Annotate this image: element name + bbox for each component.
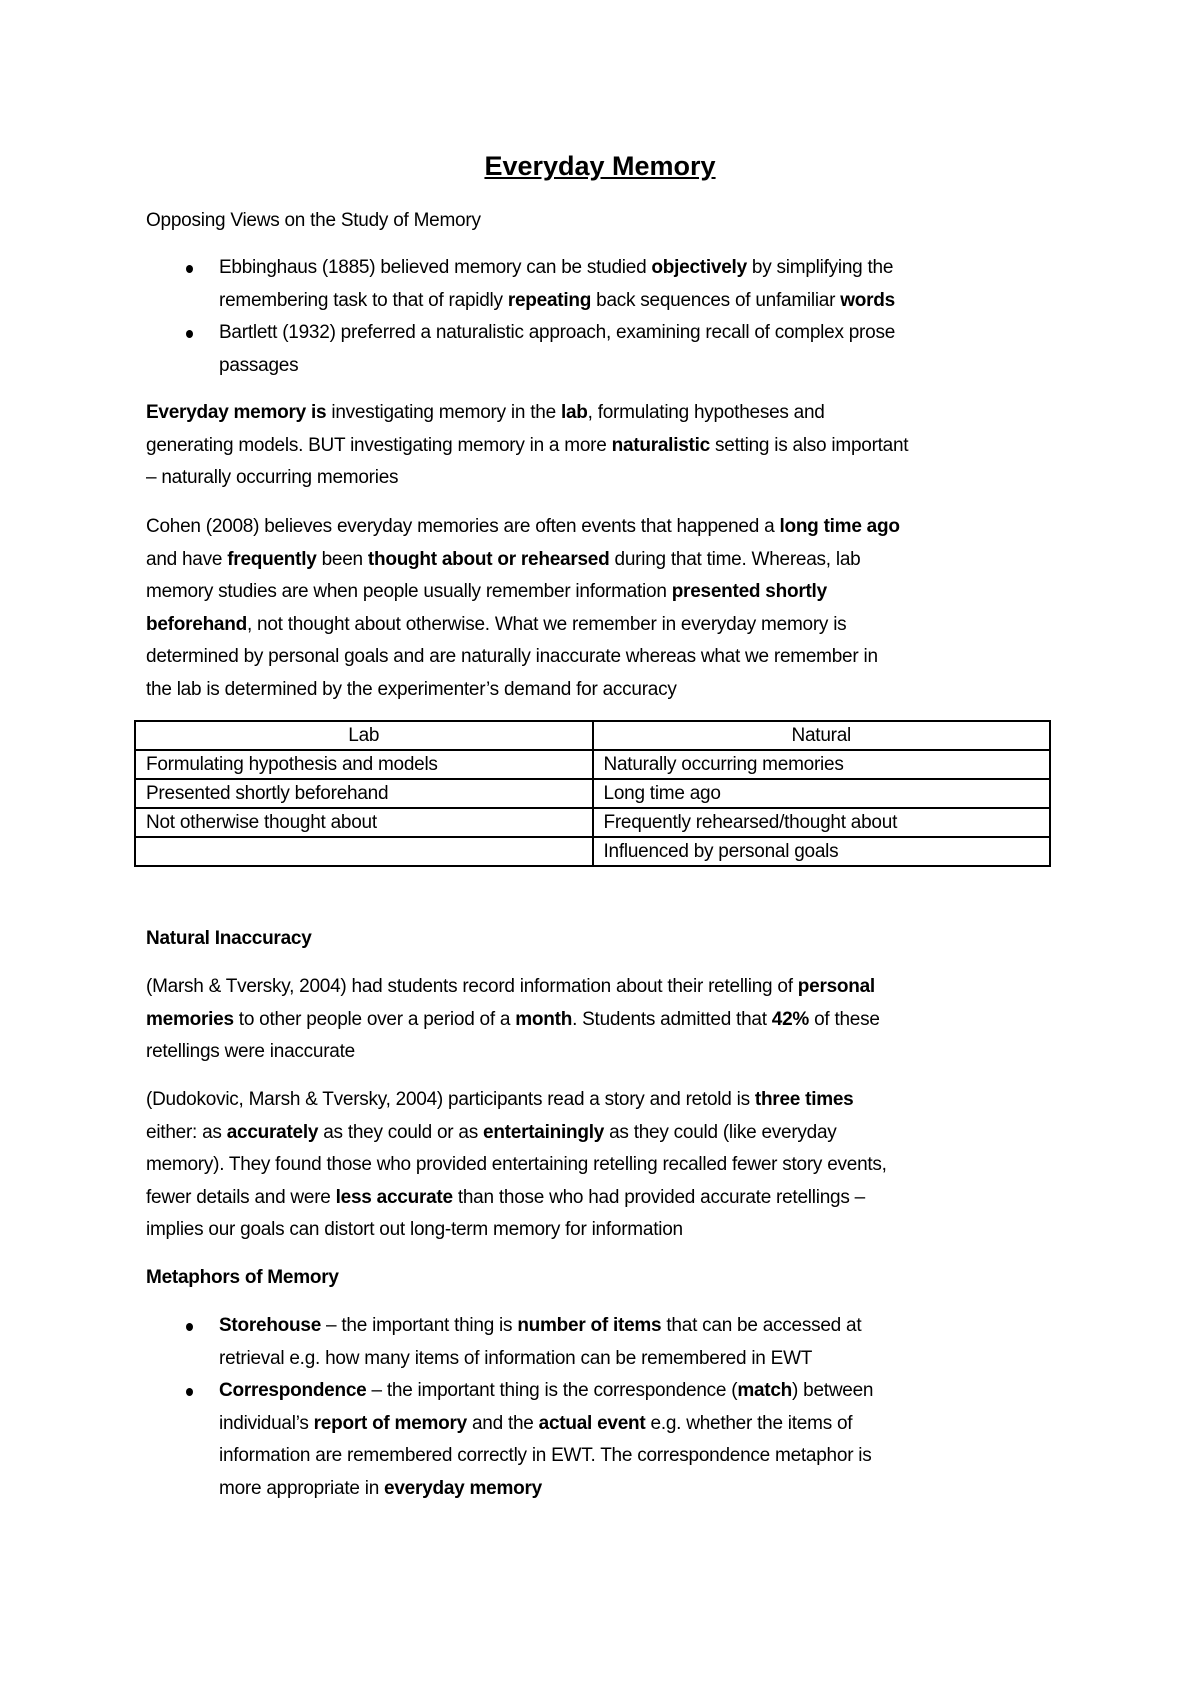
- bold-text: Everyday memory is: [146, 402, 327, 423]
- table-cell: Frequently rehearsed/thought about: [593, 808, 1051, 837]
- table-cell: Influenced by personal goals: [593, 837, 1051, 866]
- bold-text: frequently: [227, 548, 317, 570]
- section-heading-opposing-views: Opposing Views on the Study of Memory: [146, 210, 481, 231]
- text: during that time. Whereas, lab memory studies are when people usually remember information: [146, 548, 861, 603]
- rich-text: [219, 257, 895, 311]
- column-header: Natural: [593, 721, 1051, 750]
- bold-text: accurately: [226, 1121, 319, 1143]
- section-heading-metaphors: Metaphors of Memory: [146, 1267, 339, 1288]
- text: (Dudokovic, Marsh & Tversky, 2004) participants read a story and retold is: [146, 1089, 755, 1110]
- text: as they could (like everyday memory). They found those who provided entertaining retelling recalled fewer story events, fewer details and were: [146, 1121, 887, 1208]
- bold-text: personal memories: [146, 976, 875, 1030]
- bold-text: actual event: [538, 1412, 646, 1434]
- text: that can be accessed at retrieval e.g. how many items of information can be remembered in EWT: [219, 1315, 862, 1369]
- bold-text: Correspondence: [219, 1380, 367, 1402]
- bullet-icon: [186, 1388, 193, 1396]
- text: – the important thing is: [321, 1315, 518, 1336]
- section-heading-natural-inaccuracy: Natural Inaccuracy: [146, 928, 312, 949]
- paragraph-cohen: [146, 511, 900, 707]
- text: either: as: [146, 1121, 222, 1143]
- paragraph-marsh-tversky: [146, 971, 880, 1069]
- bold-text: everyday memory: [384, 1477, 542, 1499]
- bold-text: Storehouse: [219, 1315, 322, 1336]
- text: and the: [466, 1412, 539, 1434]
- text: investigating memory in the: [326, 402, 561, 423]
- table-cell: Formulating hypothesis and models: [135, 750, 593, 779]
- table-row: [135, 779, 1050, 808]
- table-cell: Presented shortly beforehand: [135, 779, 593, 808]
- page-title: Everyday Memory: [484, 151, 716, 181]
- paragraph-dudokovic: [146, 1084, 887, 1247]
- list-item: [146, 1310, 873, 1375]
- text: setting is also important – naturally occurring memories: [146, 434, 909, 489]
- text: . Students admitted that: [572, 1008, 772, 1030]
- bold-text: 42%: [771, 1008, 810, 1030]
- text: Cohen (2008) believes everyday memories are often events that happened a: [146, 516, 780, 537]
- text: back sequences of unfamiliar: [591, 289, 841, 311]
- text: and have: [146, 548, 223, 570]
- bold-text: month: [515, 1008, 573, 1030]
- text: e.g. whether the items of information are remembered correctly in EWT. The correspondence metaphor is more appropriate in: [219, 1412, 872, 1499]
- table-header-row: [135, 721, 1050, 750]
- text: to other people over a period of a: [233, 1008, 516, 1030]
- bold-text: match: [737, 1380, 793, 1402]
- bullet-list-opposing-views: [146, 252, 895, 382]
- bold-text: three times: [754, 1089, 854, 1110]
- text: , not thought about otherwise. What we remember in everyday memory is determined by personal goals and are naturally inaccurate whereas what we remember in the lab is determined by the experimenter’s demand for accuracy: [146, 613, 878, 700]
- bold-text: report of memory: [313, 1412, 467, 1434]
- bold-text: less accurate: [335, 1186, 453, 1208]
- list-item: [146, 1375, 873, 1505]
- text: of these retellings were inaccurate: [146, 1008, 880, 1063]
- bold-text: lab: [560, 402, 588, 423]
- table-row: [135, 750, 1050, 779]
- table-cell: Not otherwise thought about: [135, 808, 593, 837]
- text: ) between individual’s: [219, 1380, 874, 1434]
- rich-text: [219, 1315, 861, 1369]
- bold-text: repeating: [507, 289, 592, 311]
- rich-text: [219, 322, 895, 376]
- bullet-icon: [186, 265, 193, 273]
- list-item: [146, 317, 895, 382]
- paragraph-everyday-memory: [146, 397, 908, 495]
- text: Ebbinghaus (1885) believed memory can be studied: [219, 257, 652, 278]
- bold-text: number of items: [517, 1315, 662, 1336]
- text: by simplifying the remembering task to that of rapidly: [219, 257, 894, 311]
- rich-text: [219, 1380, 873, 1499]
- bold-text: words: [840, 289, 895, 311]
- table-cell: [135, 837, 593, 866]
- bullet-icon: [186, 1323, 193, 1331]
- table-row: [135, 808, 1050, 837]
- bold-text: long time ago: [779, 516, 900, 537]
- text: – the important thing is the correspondence (: [366, 1380, 738, 1402]
- text: as they could or as: [318, 1121, 483, 1143]
- text: , formulating hypotheses and generating models. BUT investigating memory in a more: [146, 402, 825, 456]
- list-item: [146, 252, 895, 317]
- table-cell: Naturally occurring memories: [593, 750, 1051, 779]
- text: than those who had provided accurate retellings – implies our goals can distort out long-term memory for information: [146, 1186, 865, 1241]
- text: been: [316, 548, 368, 570]
- lab-vs-natural-table: [134, 720, 1051, 867]
- bullet-icon: [186, 330, 193, 338]
- text: Bartlett (1932) preferred a naturalistic approach, examining recall of complex prose passages: [219, 322, 896, 376]
- bold-text: naturalistic: [611, 434, 710, 456]
- table-cell: Long time ago: [593, 779, 1051, 808]
- text: (Marsh & Tversky, 2004) had students record information about their retelling of: [146, 976, 798, 997]
- bold-text: entertainingly: [483, 1121, 605, 1143]
- bold-text: thought about or rehearsed: [367, 548, 610, 570]
- bold-text: presented shortly beforehand: [146, 581, 827, 635]
- bold-text: objectively: [651, 257, 747, 278]
- column-header: Lab: [135, 721, 593, 750]
- table-row: [135, 837, 1050, 866]
- bullet-list-metaphors: [146, 1310, 873, 1506]
